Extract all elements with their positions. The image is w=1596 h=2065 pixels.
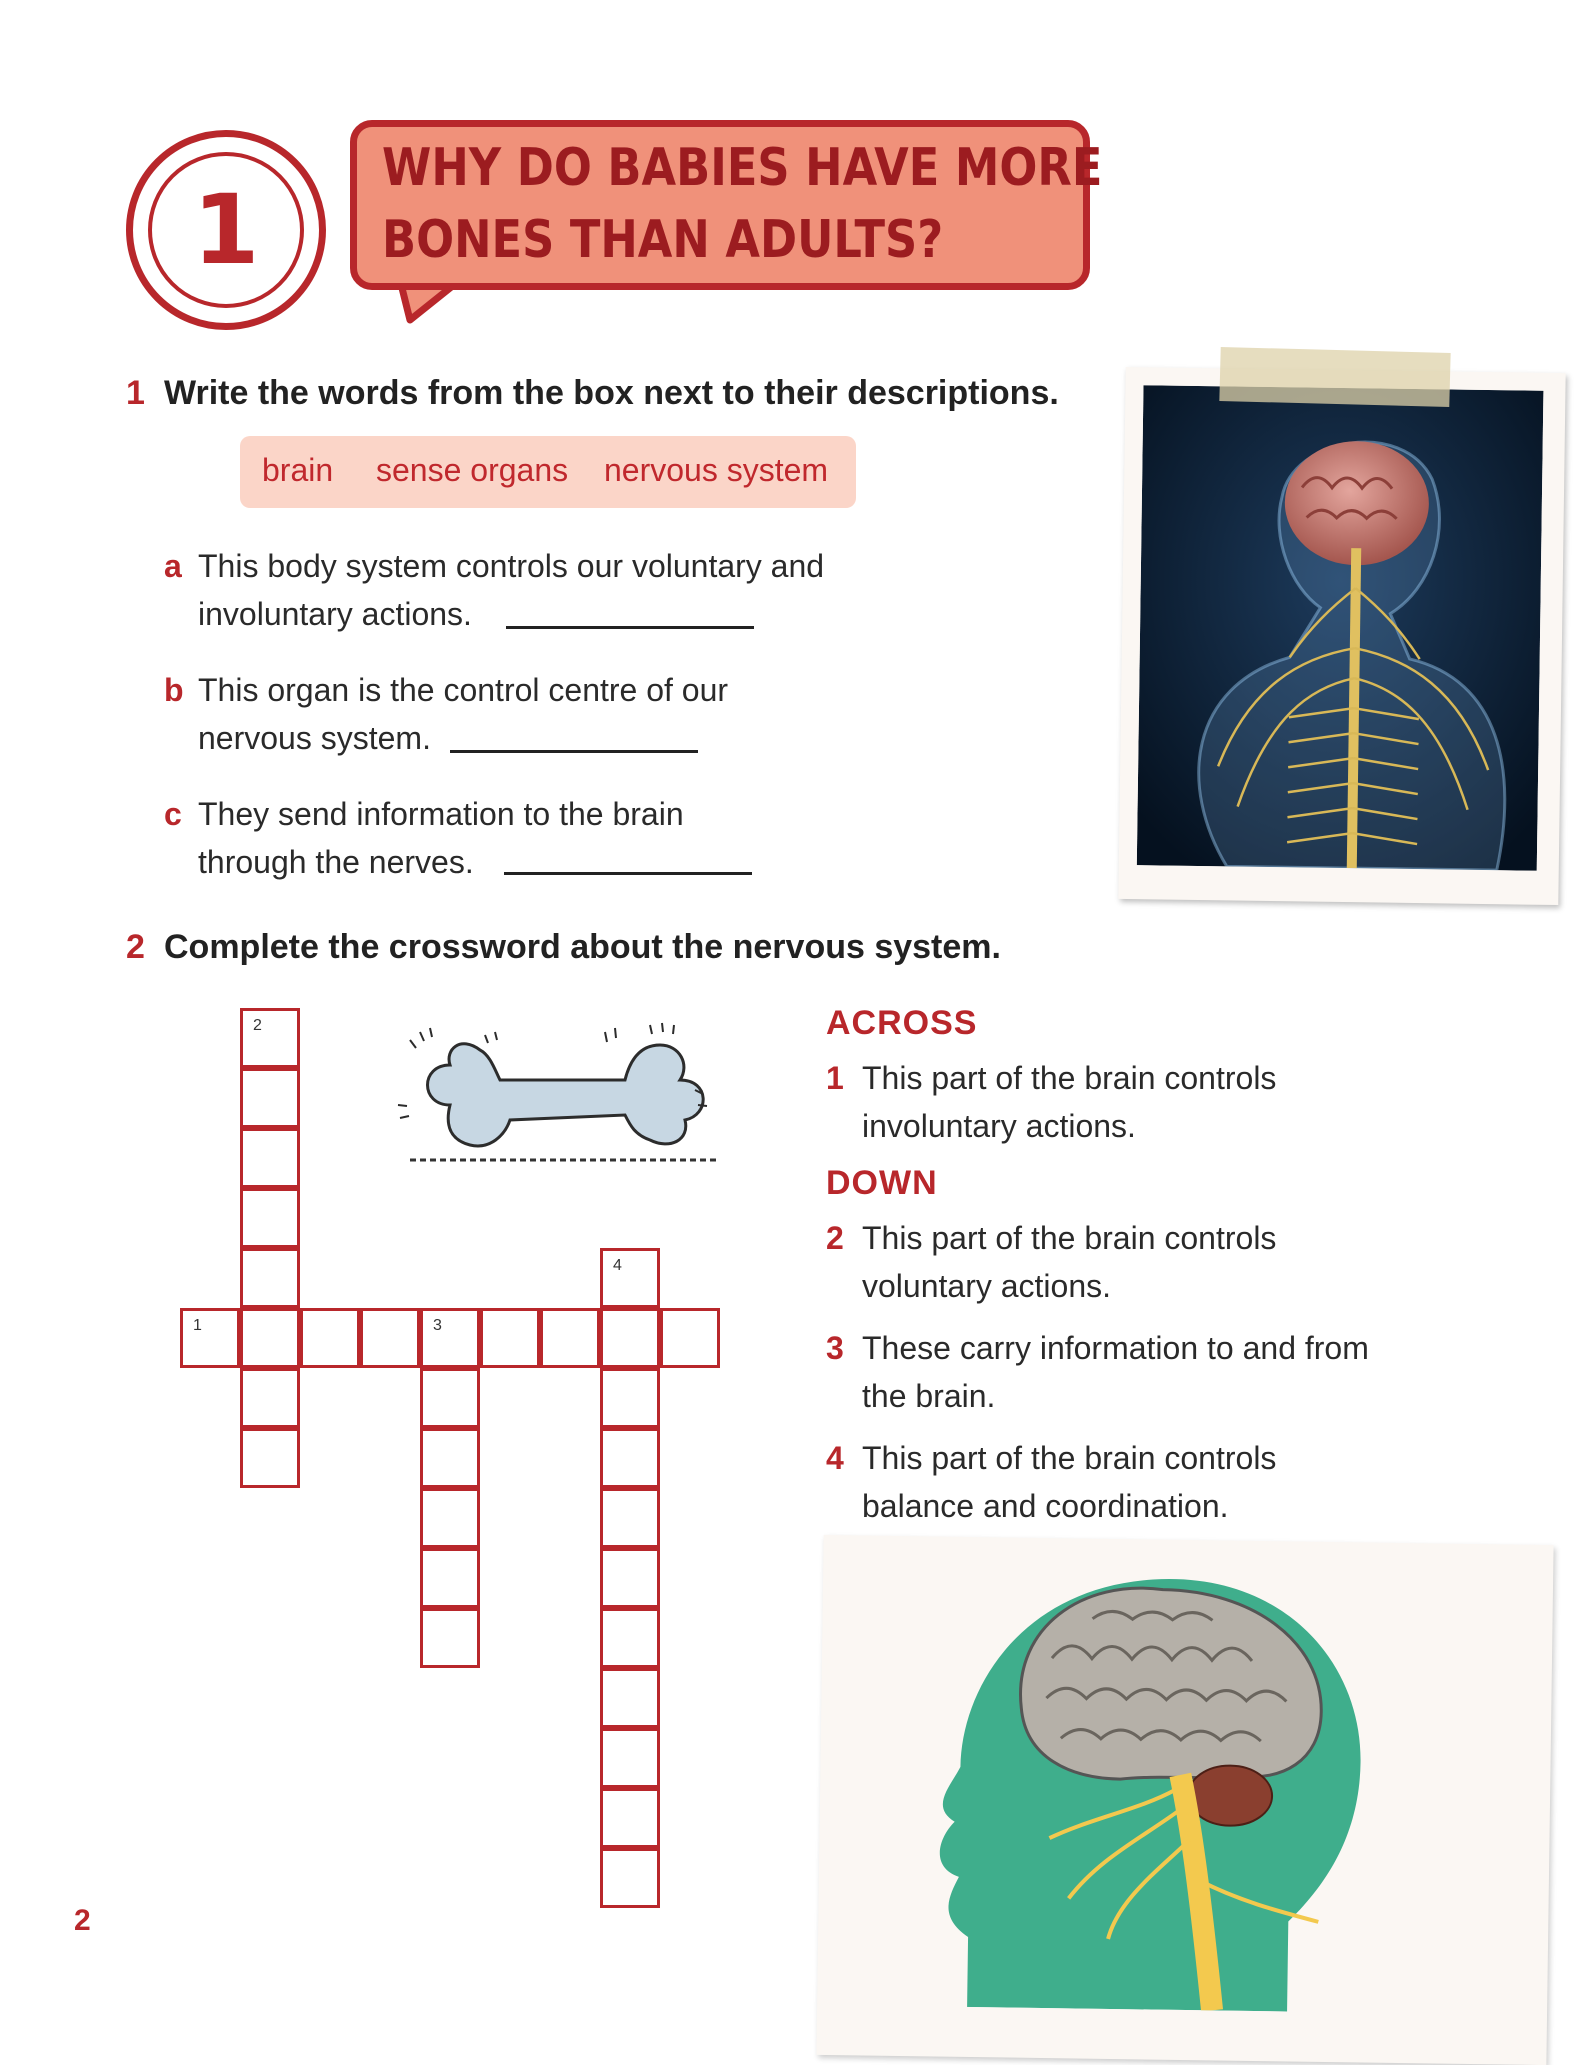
bone-icon: [390, 1010, 730, 1180]
crossword-cell[interactable]: [420, 1548, 480, 1608]
item-c-line1: They send information to the brain: [198, 796, 684, 832]
crossword-cell[interactable]: [240, 1128, 300, 1188]
crossword-cell[interactable]: [600, 1848, 660, 1908]
crossword-cell[interactable]: [600, 1668, 660, 1728]
across-clue-1-line2: involuntary actions.: [862, 1108, 1136, 1144]
crossword-cell[interactable]: [420, 1608, 480, 1668]
crossword-cell[interactable]: [600, 1548, 660, 1608]
item-a-line1: This body system controls our voluntary and: [198, 548, 825, 584]
item-b-line1: This organ is the control centre of our: [198, 672, 729, 708]
crossword-cell[interactable]: [600, 1608, 660, 1668]
crossword-cell[interactable]: [240, 1068, 300, 1128]
down-clue-2-line1: This part of the brain controls: [862, 1220, 1277, 1256]
crossword-cell[interactable]: [420, 1368, 480, 1428]
item-a-answer-blank[interactable]: [506, 626, 754, 629]
across-heading: ACROSS: [826, 1004, 978, 1042]
crossword-cell[interactable]: [240, 1188, 300, 1248]
item-c-answer-blank[interactable]: [504, 872, 752, 875]
across-clue-1-number: 1: [826, 1060, 844, 1096]
item-b-answer-blank[interactable]: [450, 750, 698, 753]
page-title-line2: BONES THAN ADULTS?: [382, 210, 944, 270]
down-clue-4-line2: balance and coordination.: [862, 1488, 1229, 1524]
word-nervous-system: nervous system: [604, 452, 829, 488]
page-title-line1: WHY DO BABIES HAVE MORE: [382, 138, 1103, 198]
crossword-cell[interactable]: [600, 1368, 660, 1428]
item-c-line2: through the nerves.: [198, 844, 474, 880]
nervous-system-photo: [1137, 385, 1544, 871]
across-clue-1-line1: This part of the brain controls: [862, 1060, 1277, 1096]
item-b-letter: b: [164, 672, 184, 708]
head-brain-illustration: [817, 1535, 1543, 2015]
crossword-cell[interactable]: [360, 1308, 420, 1368]
page-number: 2: [74, 1904, 91, 1937]
crossword-cell[interactable]: [420, 1428, 480, 1488]
down-clue-4-number: 4: [826, 1440, 844, 1476]
crossword-number-3: 3: [433, 1317, 442, 1334]
crossword-cell[interactable]: [600, 1488, 660, 1548]
word-brain: brain: [262, 452, 334, 488]
item-a-letter: a: [164, 548, 182, 584]
photo-frame: [1118, 367, 1565, 905]
crossword-cell[interactable]: [600, 1728, 660, 1788]
exercise2-number: 2: [126, 928, 145, 966]
crossword-number-1: 1: [193, 1317, 202, 1334]
crossword-number-2: 2: [253, 1017, 262, 1034]
item-c-letter: c: [164, 796, 182, 832]
crossword-cell[interactable]: [300, 1308, 360, 1368]
crossword-cell[interactable]: [600, 1428, 660, 1488]
crossword-cell[interactable]: [240, 1008, 300, 1068]
crossword-cell[interactable]: [420, 1308, 480, 1368]
down-clue-2-number: 2: [826, 1220, 844, 1256]
crossword-cell[interactable]: [240, 1308, 300, 1368]
head-illustration-frame: [816, 1535, 1553, 2065]
crossword-cell[interactable]: [480, 1308, 540, 1368]
down-clue-3-line2: the brain.: [862, 1378, 996, 1414]
crossword-cell[interactable]: [600, 1308, 660, 1368]
crossword-cell[interactable]: [420, 1488, 480, 1548]
item-a-line2: involuntary actions.: [198, 596, 472, 632]
item-b-line2: nervous system.: [198, 720, 431, 756]
down-heading: DOWN: [826, 1164, 938, 1202]
exercise1-number: 1: [126, 374, 145, 412]
crossword-number-4: 4: [613, 1257, 622, 1274]
exercise1-instruction: Write the words from the box next to their descriptions.: [164, 374, 1059, 412]
crossword-cell[interactable]: [180, 1308, 240, 1368]
photo-tape: [1219, 347, 1450, 407]
down-clue-2-line2: voluntary actions.: [862, 1268, 1112, 1304]
unit-number: 1: [192, 174, 260, 286]
crossword-cell[interactable]: [240, 1368, 300, 1428]
word-sense-organs: sense organs: [376, 452, 569, 488]
down-clue-3-line1: These carry information to and from: [862, 1330, 1369, 1366]
crossword-cell[interactable]: [660, 1308, 720, 1368]
down-clue-3-number: 3: [826, 1330, 844, 1366]
crossword-cell[interactable]: [240, 1248, 300, 1308]
crossword-cell[interactable]: [240, 1428, 300, 1488]
crossword-cell[interactable]: [540, 1308, 600, 1368]
exercise2-instruction: Complete the crossword about the nervous system.: [164, 928, 1001, 966]
crossword-cell[interactable]: [600, 1248, 660, 1308]
crossword-cell[interactable]: [600, 1788, 660, 1848]
down-clue-4-line1: This part of the brain controls: [862, 1440, 1277, 1476]
